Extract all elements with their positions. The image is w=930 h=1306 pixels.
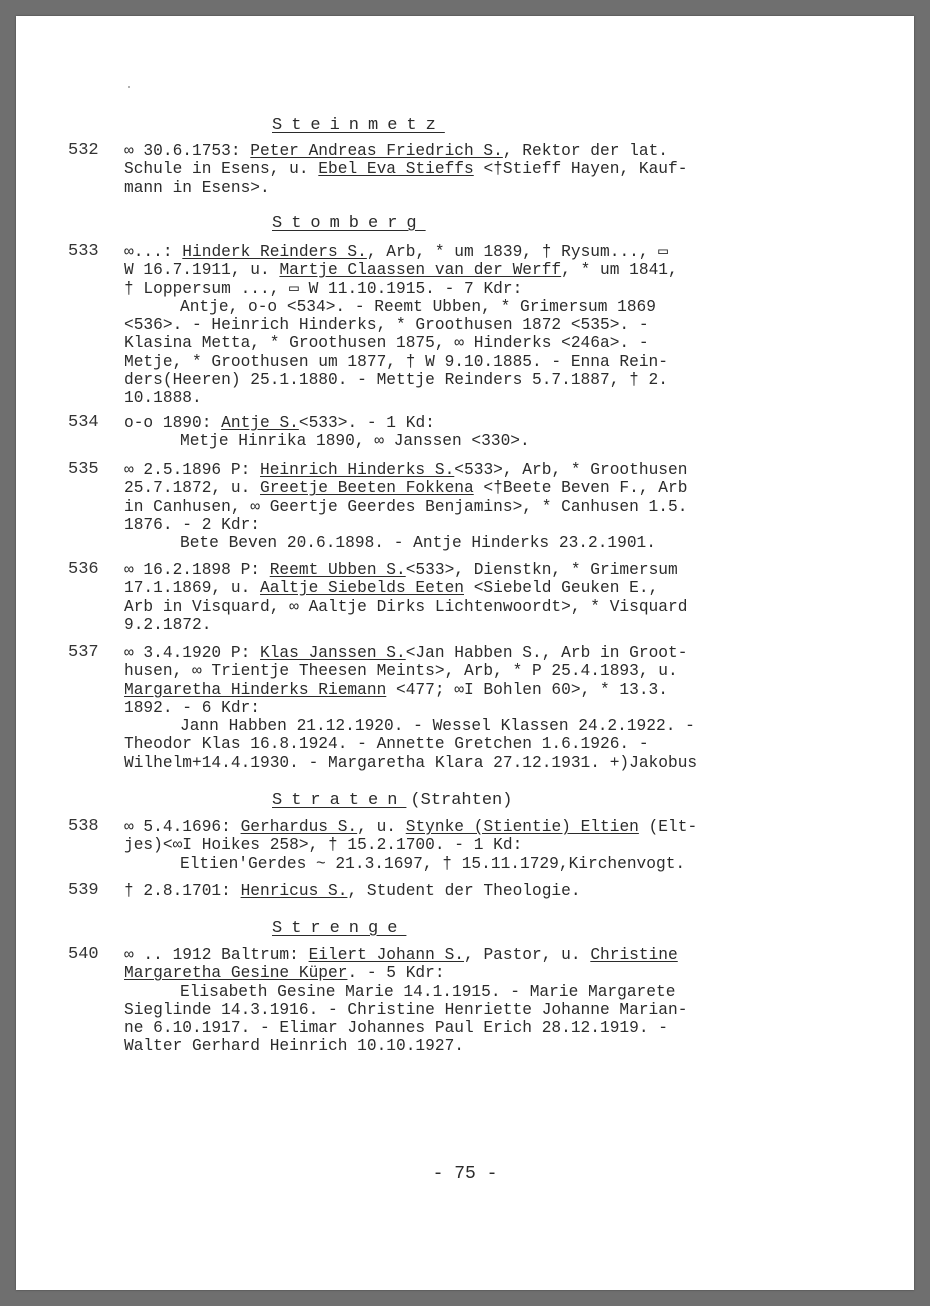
- entry-line: Antje, o-o <534>. - Reemt Ubben, * Grimersum 1869: [180, 297, 656, 316]
- entry-line: o-o 1890: Antje S.<533>. - 1 Kd:: [124, 414, 435, 432]
- section-heading-text: Straten: [272, 791, 407, 810]
- entry-line: † Loppersum ..., ▭ W 11.10.1915. - 7 Kdr:: [124, 279, 523, 298]
- entry-line: † 2.8.1701: Henricus S., Student der Theologie.: [124, 882, 581, 900]
- entry-number: 532: [68, 141, 99, 160]
- page-number: - 75 -: [432, 1164, 498, 1184]
- entry-line: Walter Gerhard Heinrich 10.10.1927.: [124, 1037, 464, 1056]
- document-page: [16, 16, 914, 1290]
- entry-number: 539: [68, 881, 99, 900]
- entry-line: ∞ 5.4.1696: Gerhardus S., u. Stynke (Stientie) Eltien (Elt-: [124, 818, 698, 836]
- entry-text: [124, 946, 774, 1056]
- entry-line: Theodor Klas 16.8.1924. - Annette Gretchen 1.6.1926. -: [124, 735, 649, 754]
- entry-text: [124, 561, 774, 634]
- section-heading: [272, 116, 445, 136]
- entry-line: Metje Hinrika 1890, ∞ Janssen <330>.: [180, 432, 530, 451]
- entry-number: 535: [68, 460, 99, 479]
- entry-line: 1892. - 6 Kdr:: [124, 698, 260, 717]
- page-content: [16, 16, 914, 1290]
- entry-line: Klasina Metta, * Groothusen 1875, ∞ Hinderks <246a>. -: [124, 334, 649, 353]
- entry-line: 10.1888.: [124, 389, 202, 408]
- entry-line: Margaretha Hinderks Riemann <477; ∞I Bohlen 60>, * 13.3.: [124, 680, 668, 699]
- entry-line: 1876. - 2 Kdr:: [124, 515, 260, 534]
- entry-text: [124, 142, 774, 197]
- entry-text: [124, 644, 774, 772]
- entry-line: ne 6.10.1917. - Elimar Johannes Paul Erich 28.12.1919. -: [124, 1019, 668, 1038]
- entry-line: ∞ 2.5.1896 P: Heinrich Hinderks S.<533>, Arb, * Groothusen: [124, 461, 688, 479]
- entry-line: <536>. - Heinrich Hinderks, * Groothusen 1872 <535>. -: [124, 316, 649, 335]
- entry-text: [124, 243, 774, 408]
- entry-line: Schule in Esens, u. Ebel Eva Stieffs <†Stieff Hayen, Kauf-: [124, 160, 688, 179]
- entry-line: jes)<∞I Hoikes 258>, † 15.2.1700. - 1 Kd:: [124, 836, 523, 855]
- section-heading-text: Steinmetz: [272, 116, 445, 135]
- section-heading: [272, 791, 512, 811]
- entry-number: 537: [68, 643, 99, 662]
- entry-line: ∞ 3.4.1920 P: Klas Janssen S.<Jan Habben S., Arb in Groot-: [124, 644, 688, 662]
- entry-line: ∞ .. 1912 Baltrum: Eilert Johann S., Pastor, u. Christine: [124, 946, 678, 964]
- entry-text: [124, 414, 774, 451]
- entry-line: ∞ 30.6.1753: Peter Andreas Friedrich S., Rektor der lat.: [124, 142, 669, 160]
- entry-number: 540: [68, 945, 99, 964]
- entry-text: [124, 461, 774, 552]
- entry-line: Arb in Visquard, ∞ Aaltje Dirks Lichtenwoordt>, * Visquard: [124, 597, 688, 616]
- entry-line: mann in Esens>.: [124, 178, 270, 197]
- entry-line: Sieglinde 14.3.1916. - Christine Henriette Johanne Marian-: [124, 1000, 688, 1019]
- entry-number: 536: [68, 560, 99, 579]
- entry-line: ∞ 16.2.1898 P: Reemt Ubben S.<533>, Dienstkn, * Grimersum: [124, 561, 678, 579]
- section-heading-variant: (Strahten): [410, 791, 513, 810]
- entry-line: husen, ∞ Trientje Theesen Meints>, Arb, * P 25.4.1893, u.: [124, 662, 678, 681]
- entry-line: in Canhusen, ∞ Geertje Geerdes Benjamins>, * Canhusen 1.5.: [124, 497, 688, 516]
- entry-number: 538: [68, 817, 99, 836]
- entry-line: Jann Habben 21.12.1920. - Wessel Klassen 24.2.1922. -: [180, 717, 695, 736]
- entry-number: 534: [68, 413, 99, 432]
- entry-line: 9.2.1872.: [124, 615, 212, 634]
- entry-line: ders(Heeren) 25.1.1880. - Mettje Reinders 5.7.1887, † 2.: [124, 371, 668, 390]
- entry-line: Margaretha Gesine Küper. - 5 Kdr:: [124, 964, 445, 983]
- entry-text: [124, 882, 774, 900]
- entry-line: Elisabeth Gesine Marie 14.1.1915. - Marie Margarete: [180, 982, 676, 1001]
- entry-line: 17.1.1869, u. Aaltje Siebelds Eeten <Siebeld Geuken E.,: [124, 579, 659, 598]
- entry-line: Bete Beven 20.6.1898. - Antje Hinderks 23.2.1901.: [180, 534, 656, 553]
- entry-text: [124, 818, 774, 873]
- entry-line: W 16.7.1911, u. Martje Claassen van der Werff, * um 1841,: [124, 261, 678, 280]
- entry-line: ∞...: Hinderk Reinders S., Arb, * um 1839, † Rysum..., ▭: [124, 243, 669, 261]
- entry-line: 25.7.1872, u. Greetje Beeten Fokkena <†Beete Beven F., Arb: [124, 479, 688, 498]
- entry-number: 533: [68, 242, 99, 261]
- section-heading-text: Strenge: [272, 919, 407, 938]
- section-heading-text: Stomberg: [272, 214, 426, 233]
- section-heading: [272, 919, 406, 939]
- entry-line: Metje, * Groothusen um 1877, † W 9.10.1885. - Enna Rein-: [124, 352, 668, 371]
- section-heading: [272, 214, 426, 234]
- entry-line: Wilhelm+14.4.1930. - Margaretha Klara 27.12.1931. +)Jakobus: [124, 753, 698, 772]
- entry-line: Eltien'Gerdes ~ 21.3.1697, † 15.11.1729,Kirchenvogt.: [180, 854, 686, 873]
